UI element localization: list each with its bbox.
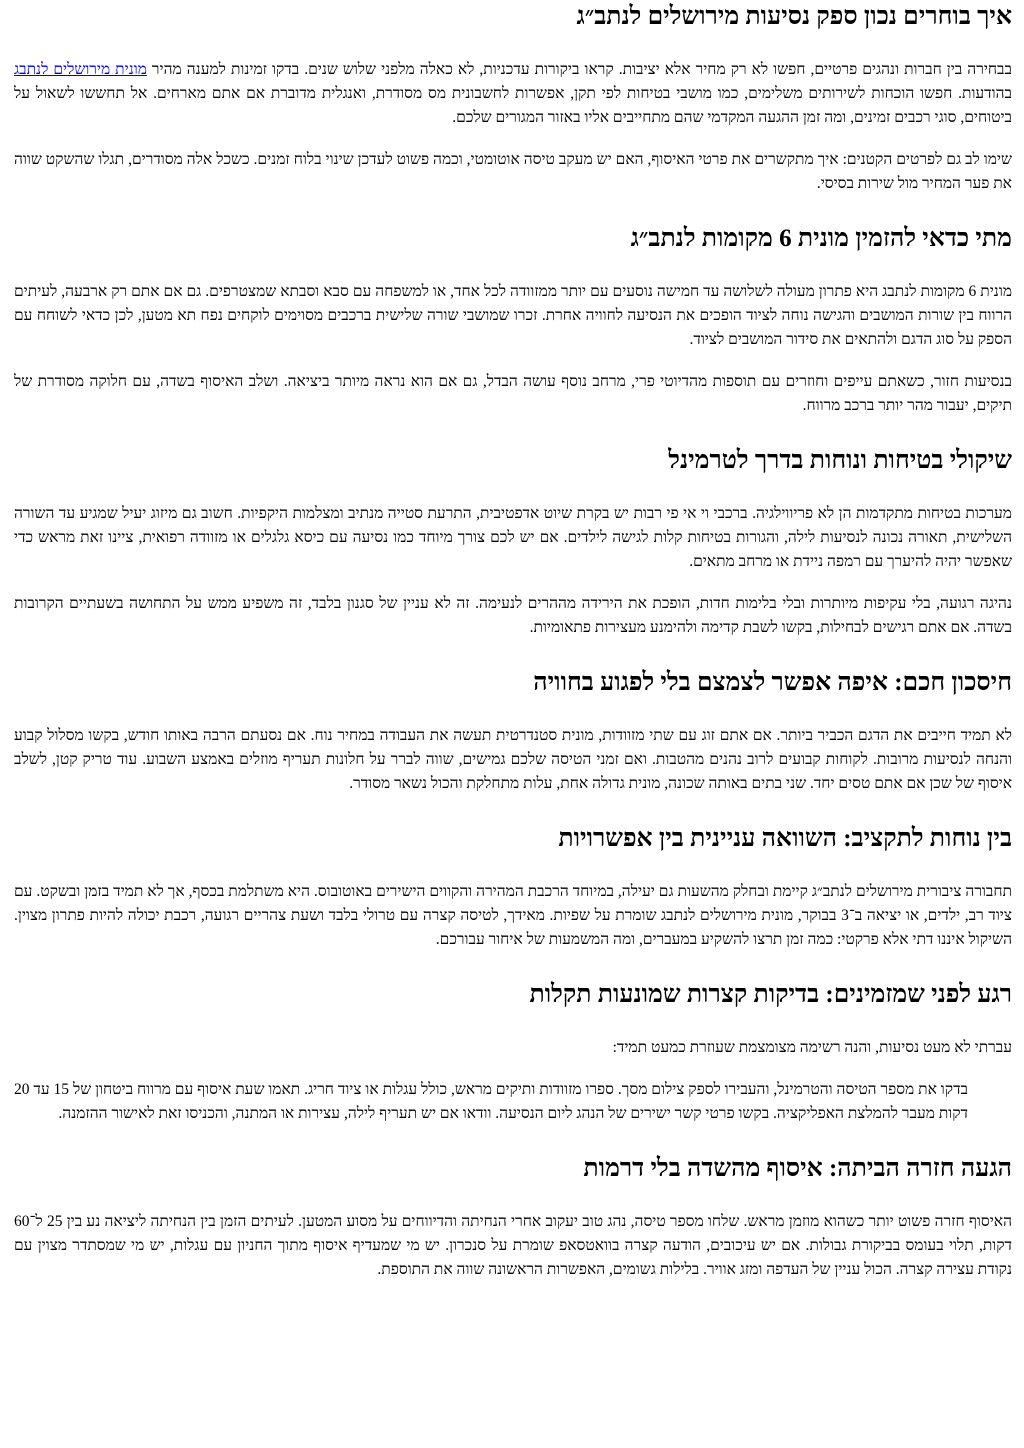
- section-heading-comparison: בין נוחות לתקציב: השוואה עניינית בין אפשרויות: [558, 825, 1012, 852]
- paragraph-text-before-link: בבחירה בין חברות ונהגים פרטיים, חפשו לא רק מחיר אלא יציבות. קראו ביקורות עדכניות, לא כאלה מלפני שלוש שנים. בדקו זמינות למענה מהיר: [146, 61, 1013, 78]
- taxi-jerusalem-airport-link[interactable]: מונית מירושלים לנתבג: [14, 61, 147, 78]
- paragraph-text-after-link: בהודעות. חפשו הוכחות לשירותים משלימים, כמו מושבי בטיחות לפי תקן, אפשרות לחשבונית מס מסודרת, ואנגלית מדוברת אם אתם מארחים. אל תחששו לשאול על ביטוחים, סוגי רכבים זמינים, ומה זמן ההגעה המקדמי שהם מתחייבים אליו באזור המגורים שלכם.: [14, 85, 1012, 126]
- section-heading-safety-comfort: שיקולי בטיחות ונוחות בדרך לטרמינל: [668, 447, 1012, 474]
- paragraph-choosing-provider: [14, 58, 1012, 130]
- checklist-block: בדקו את מספר הטיסה והטרמינל, והעבירו לספק צילום מסך. ספרו מזוודות ותיקים מראש, כולל עגלות או ציוד חריג. תאמו שעת איסוף עם מרווח ביטחון של 15 עד 20 דקות מעבר להמלצת האפליקציה. בקשו פרטי קשר ישירים של הנהג ליום הנסיעה. וודאו אם יש תעריף לילה, עצירות או המתנה, והכניסו זאת לאישור ההזמנה.: [14, 1081, 968, 1122]
- section-heading-return-pickup: הגעה חזרה הביתה: איסוף מהשדה בלי דרמות: [583, 1155, 1012, 1182]
- section-heading-choosing-provider: איך בוחרים נכון ספק נסיעות מירושלים לנתב״ג: [576, 3, 1012, 30]
- section-heading-smart-saving: חיסכון חכם: איפה אפשר לצמצם בלי לפגוע בחוויה: [533, 669, 1012, 696]
- paragraph-six-seat-taxi: מונית 6 מקומות לנתבג היא פתרון מעולה לשלושה עד חמישה נוסעים עם יותר ממזוודה לכל אחד, או למשפחה עם סבא וסבתא שמצטרפים. גם אם אתם רק ארבעה, לעיתים הרווח בין שורות המושבים והגישה נוחה לציוד הופכים את הנסיעה לחוויה אחרת. זכרו שמושבי שורה שלישית ברכבים מסוימים לוקחים נפח תא מטען, לכן כדאי לשוחח עם הספק על סוג הדגם ולהתאים את סידור המושבים לציוד.: [14, 283, 1013, 348]
- paragraph-calm-driving: נהיגה רגועה, בלי עקיפות מיותרות ובלי בלימות חדות, הופכת את הירידה מההרים לנעימה. זה לא עניין של סגנון בלבד, זה משפיע ממש על התחושה בשעתיים הקרובות בשדה. אם אתם רגישים לבחילות, בקשו לשבת קדימה ולהימנע מעצירות פתאומיות.: [14, 595, 1012, 636]
- paragraph-smart-saving: לא תמיד חייבים את הדגם הכביר ביותר. אם אתם זוג עם שתי מזוודות, מונית סטנדרטית תעשה את העבודה במחיר נוח. אם נסעתם הרבה באותו חודש, בקשו מסלול קבוע והנחה לנסיעות מרובות. לקוחות קבועים לרוב נהנים מהטבות. ואם זמני הטיסה שלכם גמישים, שווה לברר על חלונות תעריף מוזלים באמצע השבוע. עוד טריק קטן, לשלב איסוף של שכן אם אתם טסים יחד. שני בתים באותה שכונה, מונית גדולה אחת, עלות מתחלקת והכול נשאר מסודר.: [14, 727, 1012, 792]
- paragraph-return-trips: בנסיעות חזור, כשאתם עייפים וחוזרים עם תוספות מהדיוטי פרי, מרחב נוסף עושה הבדל, גם אם הוא נראה מיותר ביציאה. ושלב האיסוף בשדה, עם חלוקה מסודרת של תיקים, יעבור מהר יותר ברכב מרווח.: [14, 373, 1012, 414]
- paragraph-small-details: שימו לב גם לפרטים הקטנים: איך מתקשרים את פרטי האיסוף, האם יש מעקב טיסה אוטומטי, וכמה פשוט לעדכן שינוי בלוח זמנים. כשכל אלה מסודרים, תגלו שהשקט שווה את פער המחיר מול שירות בסיסי.: [14, 151, 1012, 192]
- paragraph-checklist-intro: עברתי לא מעט נסיעות, והנה רשימה מצומצמת שעוזרת כמעט תמיד:: [612, 1039, 1012, 1056]
- section-heading-pre-booking-checks: רגע לפני שמזמינים: בדיקות קצרות שמונעות תקלות: [529, 981, 1012, 1008]
- paragraph-comparison: תחבורה ציבורית מירושלים לנתב״ג קיימת ובחלק מהשעות גם יעילה, במיוחד הרכבת המהירה והקווים הישירים באוטובוס. היא משתלמת בכסף, אך לא תמיד בזמן ובשקט. עם ציוד רב, ילדים, או יציאה ב־3 בבוקר, מונית מירושלים לנתבג שומרת על שפיות. מאידך, לטיסה קצרה עם טרולי בלבד ושעת צהריים רגועה, רכבת יכולה להיות פתרון מצוין. השיקול איננו דתי אלא פרקטי: כמה זמן תרצו להשקיע במעברים, ומה המשמעות של איחור עבורכם.: [14, 883, 1012, 948]
- paragraph-return-pickup: האיסוף חזרה פשוט יותר כשהוא מוזמן מראש. שלחו מספר טיסה, נהג טוב יעקוב אחרי הנחיתה והדיווחים על מסוע המטען. לעיתים הזמן בין הנחיתה ליציאה נע בין 25 ל־60 דקות, תלוי בעומס בביקורת גבולות. אם יש עיכובים, הודעה קצרה בוואטסאפ שומרת על סנכרון. יש מי שמעדיף איסוף מתוך החניון עם עגלות, יש מי שמסתדר מצוין עם נקודת עצירה קצרה. הכול עניין של העדפה ומזג אוויר. בלילות גשומים, האפשרות הראשונה שווה את התוספת.: [14, 1213, 1012, 1278]
- paragraph-safety-systems: מערכות בטיחות מתקדמות הן לא פריווילגיה. ברכבי וי אי פי רבות יש בקרת שיוט אדפטיבית, התרעת סטייה מנתיב ומצלמות היקפיות. חשוב גם מיזוג יעיל שמגיע עד השורה השלישית, תאורה נכונה לנסיעות לילה, והגורות בטיחות קלות לגישה לילדים. אם יש לכם צורך מיוחד כמו נסיעה עם כיסא גלגלים או מזוודה רפואית, ציינו זאת מראש כדי שאפשר יהיה להיערך עם רמפה ניידת או מרחב מתאים.: [14, 505, 1012, 570]
- section-heading-six-seat-taxi: מתי כדאי להזמין מונית 6 מקומות לנתב״ג: [630, 225, 1012, 252]
